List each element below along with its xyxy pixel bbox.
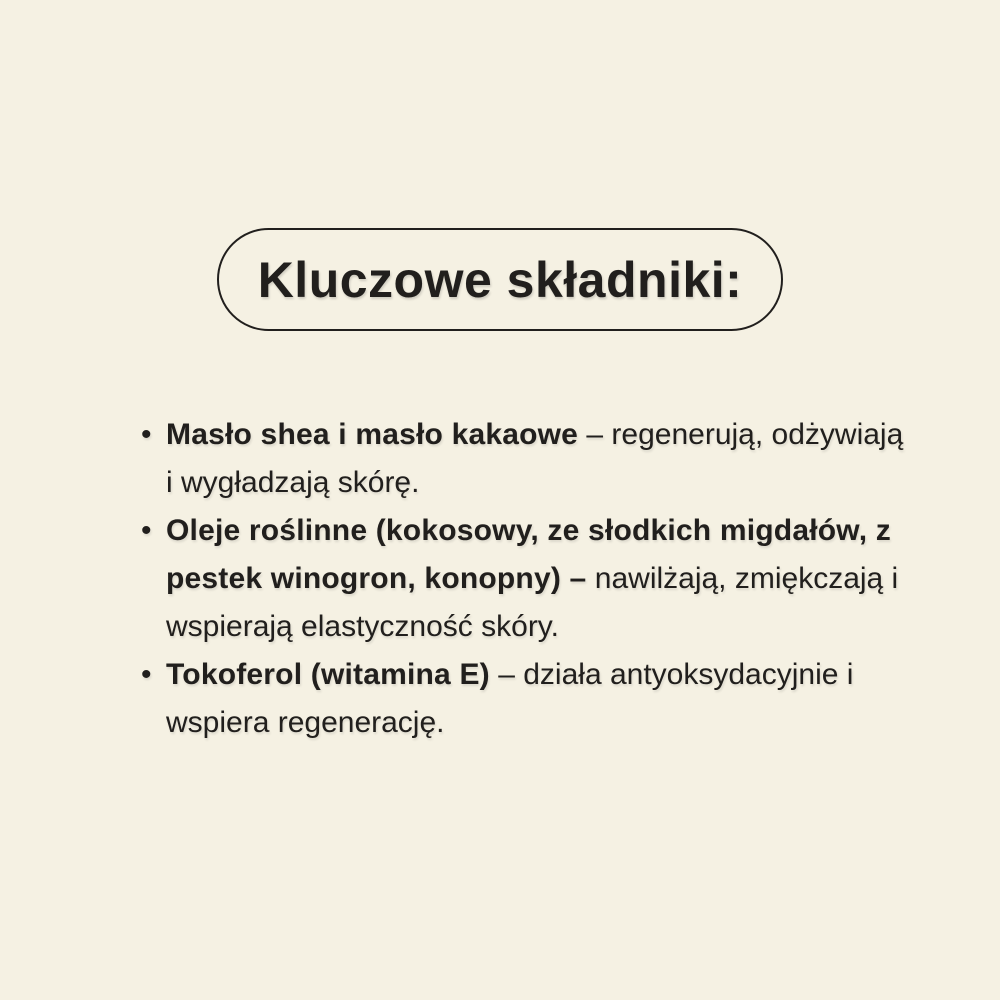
ingredient-name: Tokoferol (witamina E) [166,658,490,691]
ingredient-description: nawilżają, zmiękczają i wspierają elastyczność skóry. [166,562,899,643]
bullet-icon: • [141,418,152,451]
list-item [140,411,915,507]
ingredient-list [140,411,915,747]
ingredient-name: Oleje roślinne (kokosowy, ze słodkich migdałów, z pestek winogron, konopny) – [166,514,891,595]
bullet-icon: • [141,514,152,547]
ingredient-name: Masło shea i masło kakaowe [166,418,579,451]
bullet-icon: • [141,658,152,691]
list-item [140,507,915,651]
title-pill [217,228,783,331]
page-title: Kluczowe składniki: [257,251,743,308]
ingredient-description: – regenerują, odżywiają i wygładzają skórę. [166,418,904,499]
list-item [140,651,915,747]
ingredient-description: – działa antyoksydacyjnie i wspiera regenerację. [166,658,854,739]
